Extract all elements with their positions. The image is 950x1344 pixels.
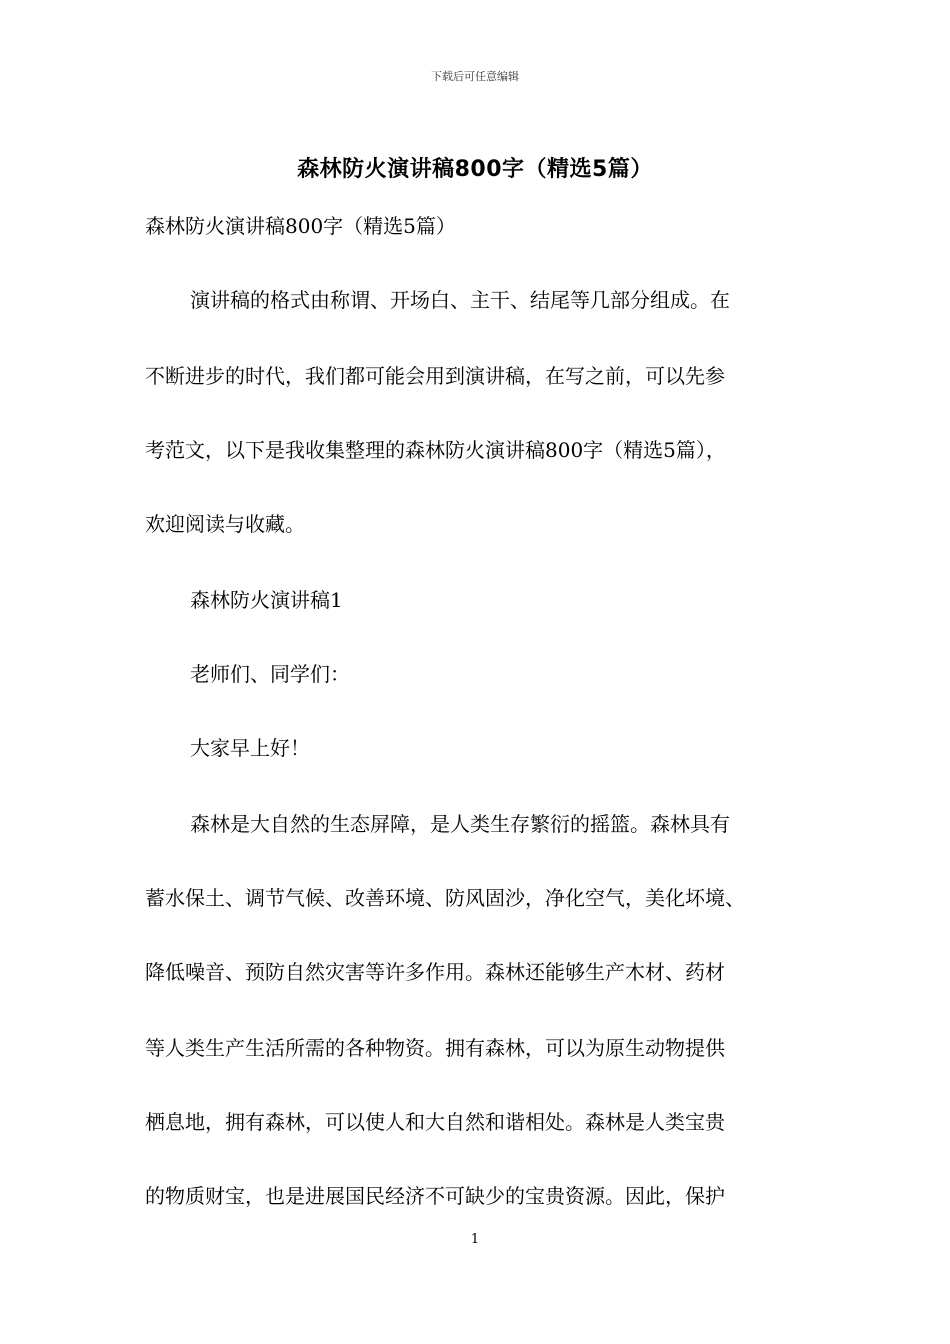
header-note: 下载后可任意编辑 — [431, 70, 519, 83]
page-number: 1 — [470, 1232, 480, 1247]
greeting: 大家早上好！ — [190, 736, 310, 760]
intro-line: 欢迎阅读与收藏。 — [145, 512, 305, 536]
body-line: 森林是大自然的生态屏障，是人类生存繁衍的摇篮。森林具有 — [190, 812, 730, 836]
salutation: 老师们、同学们： — [190, 662, 350, 686]
body-line: 的物质财宝，也是进展国民经济不可缺少的宝贵资源。因此，保护 — [145, 1184, 725, 1208]
intro-line: 不断进步的时代，我们都可能会用到演讲稿，在写之前，可以先参 — [145, 364, 725, 388]
body-line: 蓄水保土、调节气候、改善环境、防风固沙，净化空气，美化坏境、 — [145, 886, 745, 910]
section-heading: 森林防火演讲稿1 — [190, 588, 343, 612]
body-line: 栖息地，拥有森林，可以使人和大自然和谐相处。森林是人类宝贵 — [145, 1110, 725, 1134]
document-subtitle: 森林防火演讲稿800字（精选5篇） — [145, 214, 456, 238]
intro-line: 考范文，以下是我收集整理的森林防火演讲稿800字（精选5篇）， — [145, 438, 726, 462]
document-title: 森林防火演讲稿800字（精选5篇） — [297, 157, 653, 182]
body-line: 等人类生产生活所需的各种物资。拥有森林，可以为原生动物提供 — [145, 1036, 725, 1060]
intro-line: 演讲稿的格式由称谓、开场白、主干、结尾等几部分组成。在 — [190, 288, 730, 312]
body-line: 降低噪音、预防自然灾害等许多作用。森林还能够生产木材、药材 — [145, 960, 725, 984]
